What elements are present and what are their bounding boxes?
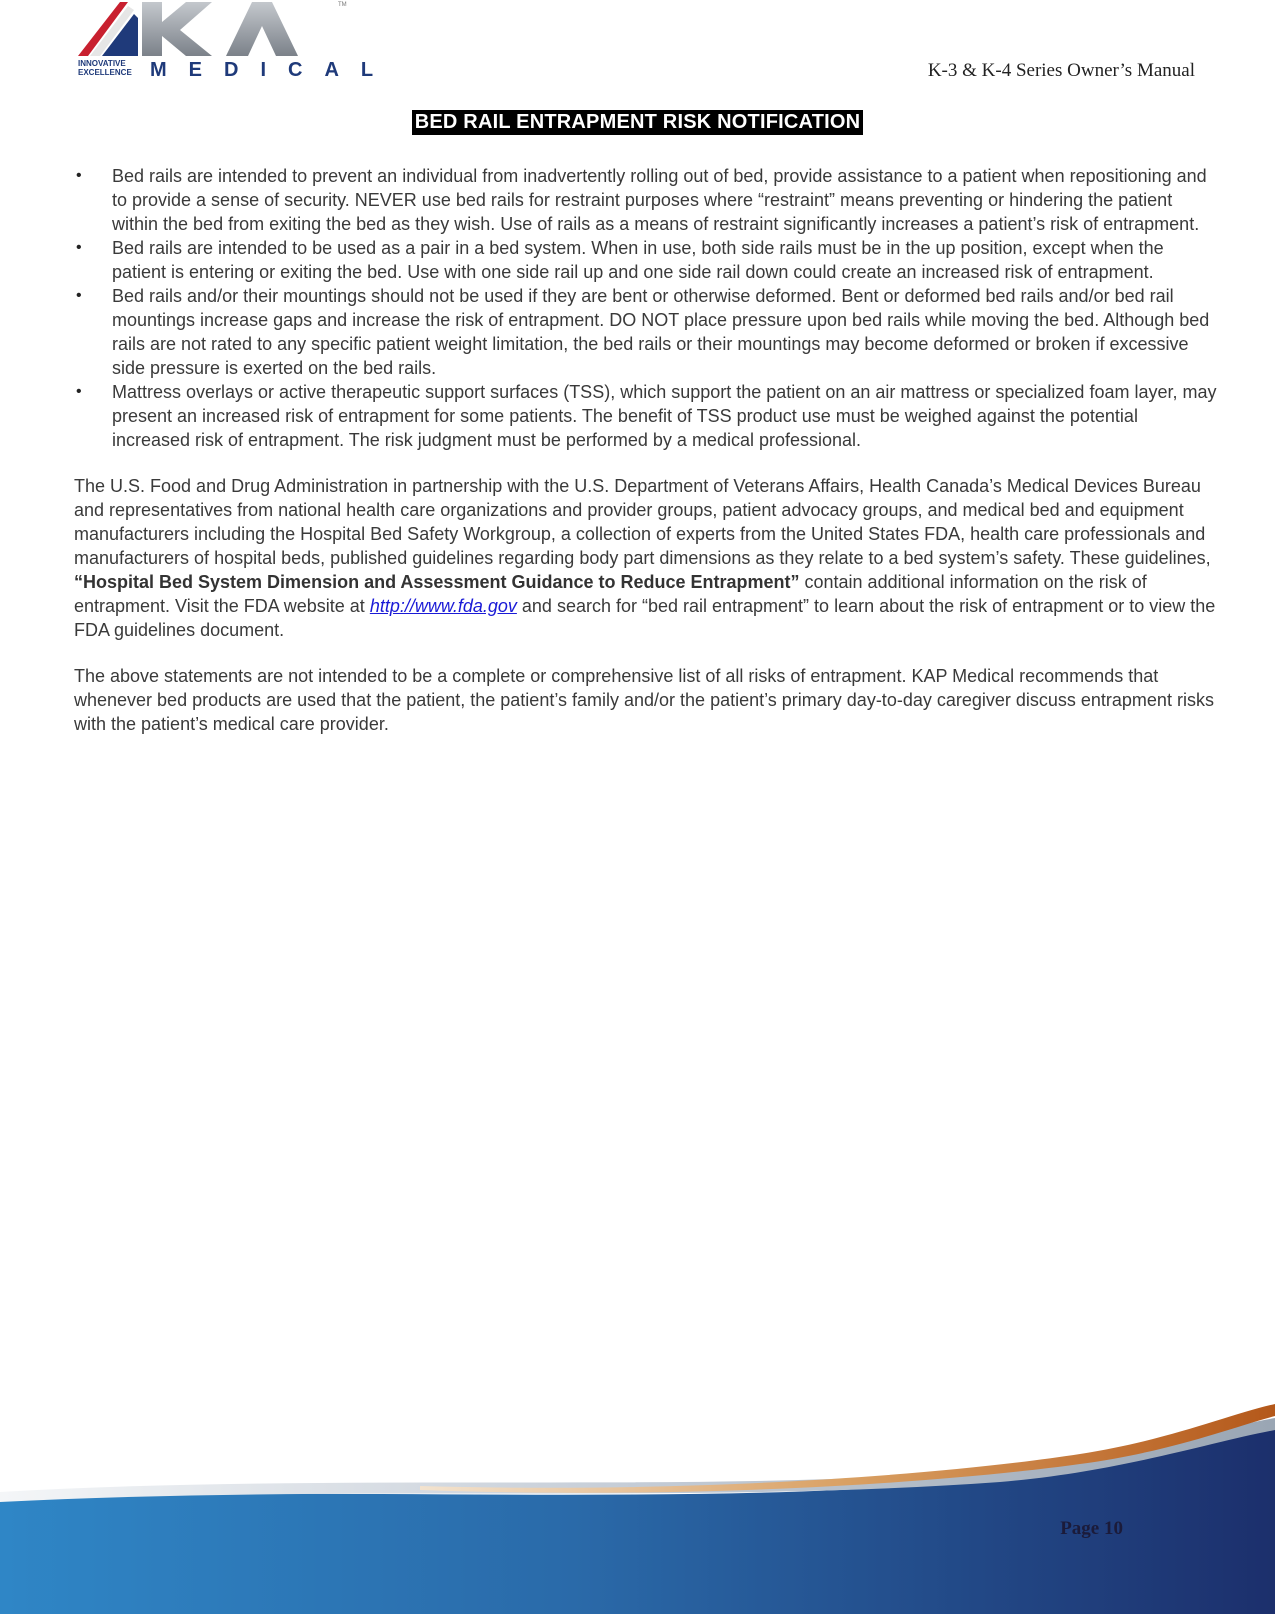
logo-tagline-line1: INNOVATIVE	[78, 59, 126, 68]
list-item: • Bed rails are intended to prevent an individual from inadvertently rolling out of bed, provide assistance to a patient when repositioning and to provide a sense of security. NEVER use bed rails for restraint purposes where “restraint” means preventing or hindering the patient within the bed from exiting the bed as they wish. Use of rails as a means of restraint significantly increases a patient’s risk of entrapment.	[74, 164, 1218, 236]
fda-paragraph	[74, 474, 1218, 642]
page-number: Page 10	[1060, 1518, 1123, 1539]
fda-website-link[interactable]: http://www.fda.gov	[369, 596, 517, 616]
section-title: BED RAIL ENTRAPMENT RISK NOTIFICATION	[412, 110, 864, 135]
fda-paragraph-text-2: contain additional information on the risk of entrapment. Visit the FDA website at	[74, 572, 1147, 616]
logo-medical-text: MEDICAL	[150, 59, 396, 81]
guidance-document-title: “Hospital Bed System Dimension and Assessment Guidance to Reduce Entrapment”	[74, 572, 800, 592]
list-item: • Bed rails are intended to be used as a pair in a bed system. When in use, both side rails must be in the up position, except when the patient is entering or exiting the bed. Use with one side rail up and one side rail down could create an increased risk of entrapment.	[74, 236, 1218, 284]
list-item: • Mattress overlays or active therapeutic support surfaces (TSS), which support the patient on an air mattress or specialized foam layer, may present an increased risk of entrapment for some patients. The benefit of TSS product use must be weighed against the potential increased risk of entrapment. The risk judgment must be performed by a medical professional.	[74, 380, 1218, 452]
list-item: • Bed rails and/or their mountings should not be used if they are bent or otherwise deformed. Bent or deformed bed rails and/or bed rail mountings increase gaps and increase the risk of entrapment. DO NOT place pressure upon bed rails while moving the bed. Although bed rails are not rated to any specific patient weight limitation, the bed rails or their mountings may become deformed or broken if excessive side pressure is exerted on the bed rails.	[74, 284, 1218, 380]
fda-paragraph-text-3: and search for “bed rail entrapment” to learn about the risk of entrapment or to view the FDA guidelines document.	[74, 596, 1216, 640]
closing-paragraph: The above statements are not intended to be a complete or comprehensive list of all risks of entrapment. KAP Medical recommends that whenever bed products are used that the patient, the patient’s family and/or the patient’s primary day-to-day caregiver discuss entrapment risks with the patient’s medical care provider.	[74, 666, 1214, 734]
logo-tagline-line2: EXCELLENCE	[78, 68, 132, 77]
document-body	[74, 164, 1218, 736]
fda-paragraph-text-1: The U.S. Food and Drug Administration in partnership with the U.S. Department of Veterans Affairs, Health Canada’s Medical Devices Bureau and representatives from national health care organizations and provider groups, patient advocacy groups, and medical bed and equipment manufacturers including the Hospital Bed Safety Workgroup, a collection of experts from the United States FDA, health care professionals and manufacturers of hospital beds, published guidelines regarding body part dimensions as they relate to a bed system’s safety. These guidelines,	[74, 476, 1211, 568]
manual-title: K-3 & K-4 Series Owner’s Manual	[927, 60, 1195, 81]
kap-medical-logo	[76, 0, 396, 82]
trademark-symbol: TM	[338, 2, 347, 8]
risk-bullet-list	[74, 164, 1218, 452]
footer-wave-graphic	[0, 1384, 1275, 1614]
